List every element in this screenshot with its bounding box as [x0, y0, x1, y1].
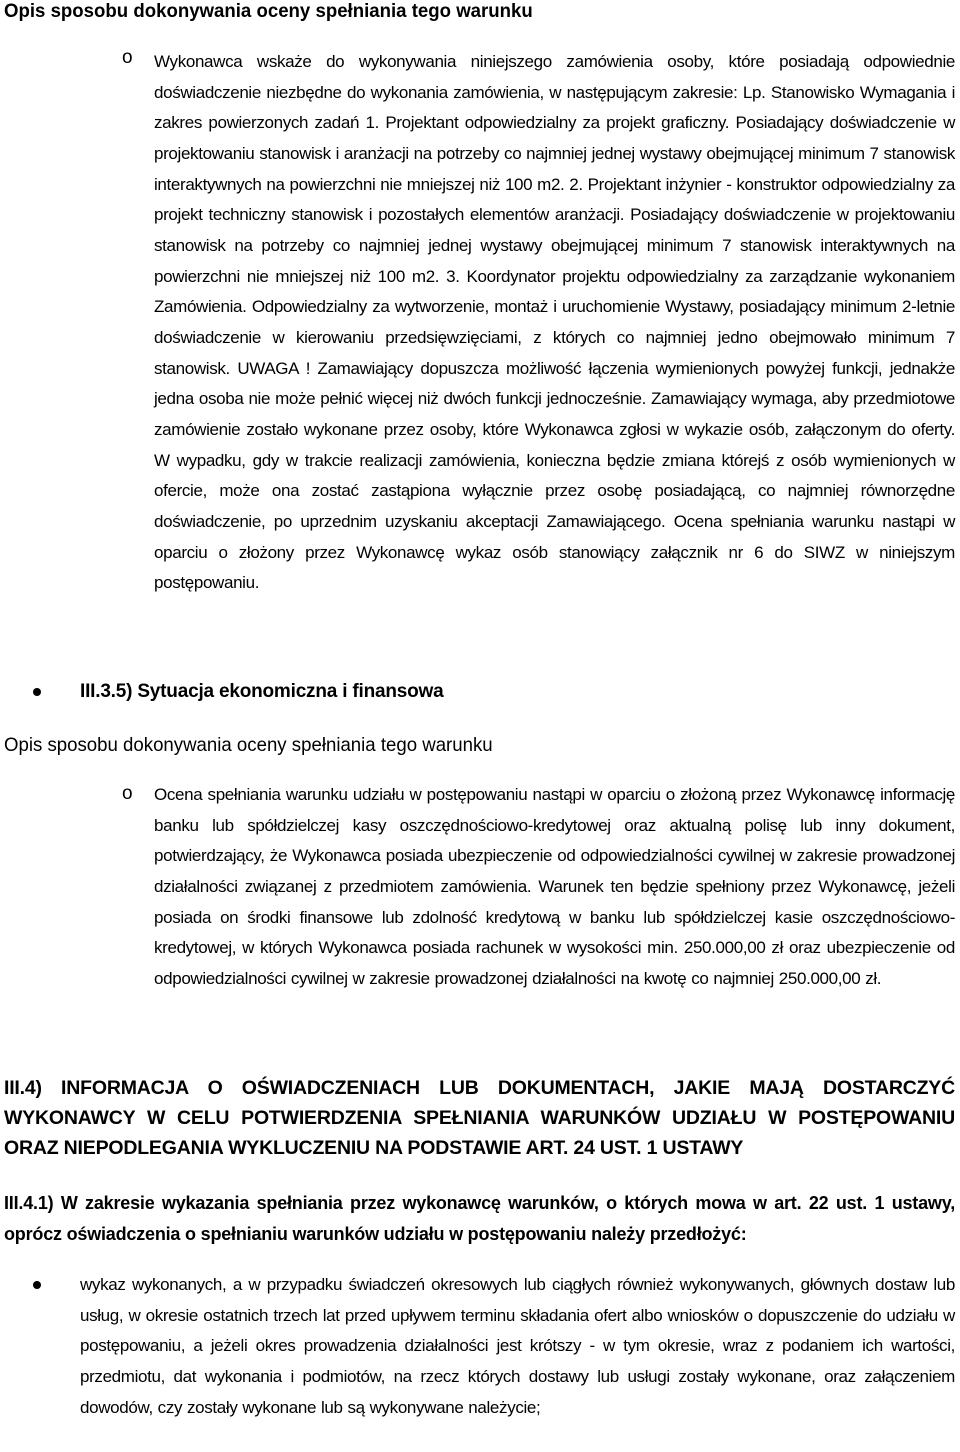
hollow-bullet-icon: o [122, 47, 133, 68]
financial-condition-paragraph: Ocena spełniania warunku udziału w postępowaniu nastąpi w oparciu o złożoną przez Wykonawcę informację banku lub spółdzielczej kasy oszczędnościowo-kredytowej oraz aktualną polisę lub inny dokument, potwierdzający, że Wykonawca posiada ubezpieczenie od odpowiedzialności cywilnej w zakresie prowadzonej działalności związanej z przedmiotem zamówienia. Warunek ten będzie spełniony przez Wykonawcę, jeżeli posiada on środki finansowe lub zdolność kredytową w banku lub spółdzielczej kasie oszczędnościowo-kredytowej, w których Wykonawca posiada rachunek w wysokości min. 250.000,00 zł oraz ubezpieczenie od odpowiedzialności cywilnej w zakresie prowadzonej działalności na kwotę co najmniej 250.000,00 zł. [154, 785, 955, 988]
section-heading: Opis sposobu dokonywania oceny spełniania tego warunku [4, 0, 533, 22]
section-subheading: III.4.1) W zakresie wykazania spełniania przez wykonawcę warunków, o których mowa w art. 22 ust. 1 ustawy, oprócz oświadczenia o spełnianiu warunków udziału w postępowaniu należy przedłożyć: [4, 1193, 955, 1244]
filled-bullet-icon [33, 1281, 41, 1289]
deliveries-list-item: wykaz wykonanych, a w przypadku świadczeń okresowych lub ciągłych również wykonywanych, głównych dostaw lub usług, w okresie ostatnich trzech lat przed upływem terminu składania ofert albo wniosków o dopuszczenie do udziału w postępowaniu, a jeżeli okres prowadzenia działalności jest krótszy - w tym okresie, wraz z podaniem ich wartości, przedmiotu, dat wykonania i podmiotów, na rzecz których dostawy lub usługi zostały wykonane, oraz załączeniem dowodów, czy zostały wykonane lub są wykonywane należycie; [80, 1275, 955, 1417]
filled-bullet-icon [33, 688, 41, 696]
personnel-requirements-paragraph: Wykonawca wskaże do wykonywania niniejszego zamówienia osoby, które posiadają odpowiednie doświadczenie niezbędne do wykonania zamówienia, w następującym zakresie: Lp. Stanowisko Wymagania i zakres powierzonych zadań 1. Projektant odpowiedzialny za projekt graficzny. Posiadający doświadczenie w projektowaniu stanowisk i aranżacji na potrzeby co najmniej jednej wystawy obejmującej minimum 7 stanowisk interaktywnych na powierzchni nie mniejszej niż 100 m2. 2. Projektant inżynier - konstruktor odpowiedzialny za projekt techniczny stanowisk i pozostałych elementów aranżacji. Posiadający doświadczenie w projektowaniu stanowisk na potrzeby co najmniej jednej wystawy obejmującej minimum 7 stanowisk interaktywnych na powierzchni nie mniejszej niż 100 m2. 3. Koordynator projektu odpowiedzialny za zarządzanie wykonaniem Zamówienia. Odpowiedzialny za wytworzenie, montaż i uruchomienie Wystawy, posiadający minimum 2-letnie doświadczenie w kierowaniu przedsięwzięciami, z których co najmniej jedno obejmowało minimum 7 stanowisk. UWAGA ! Zamawiający dopuszcza możliwość łączenia wymienionych powyżej funkcji, jednakże jedna osoba nie może pełnić więcej niż dwóch funkcji jednocześnie. Zamawiający wymaga, aby przedmiotowe zamówienie zostało wykonane przez osoby, które Wykonawca zgłosi w wykazie osób, załączonym do oferty. W wypadku, gdy w trakcie realizacji zamówienia, konieczna będzie zmiana którejś z osób wymienionych w ofercie, może ona zostać zastąpiona wyłącznie przez osobę posiadającą, co najmniej równorzędne doświadczenie, po uprzednim uzyskaniu akceptacji Zamawiającego. Ocena spełniania warunku nastąpi w oparciu o złożony przez Wykonawcę wykaz osób stanowiący załącznik nr 6 do SIWZ w niniejszym postępowaniu. [154, 52, 955, 593]
section-title: III.3.5) Sytuacja ekonomiczna i finansowa [80, 681, 444, 702]
hollow-bullet-icon: o [122, 783, 133, 804]
section-heading: III.4) INFORMACJA O OŚWIADCZENIACH LUB DOKUMENTACH, JAKIE MAJĄ DOSTARCZYĆ WYKONAWCY W CELU POTWIERDZENIA SPEŁNIANIA WARUNKÓW UDZIAŁU W POSTĘPOWANIU ORAZ NIEPODLEGANIA WYKLUCZENIU NA PODSTAWIE ART. 24 UST. 1 USTAWY [4, 1077, 955, 1159]
section-heading: Opis sposobu dokonywania oceny spełniania tego warunku [4, 734, 493, 756]
